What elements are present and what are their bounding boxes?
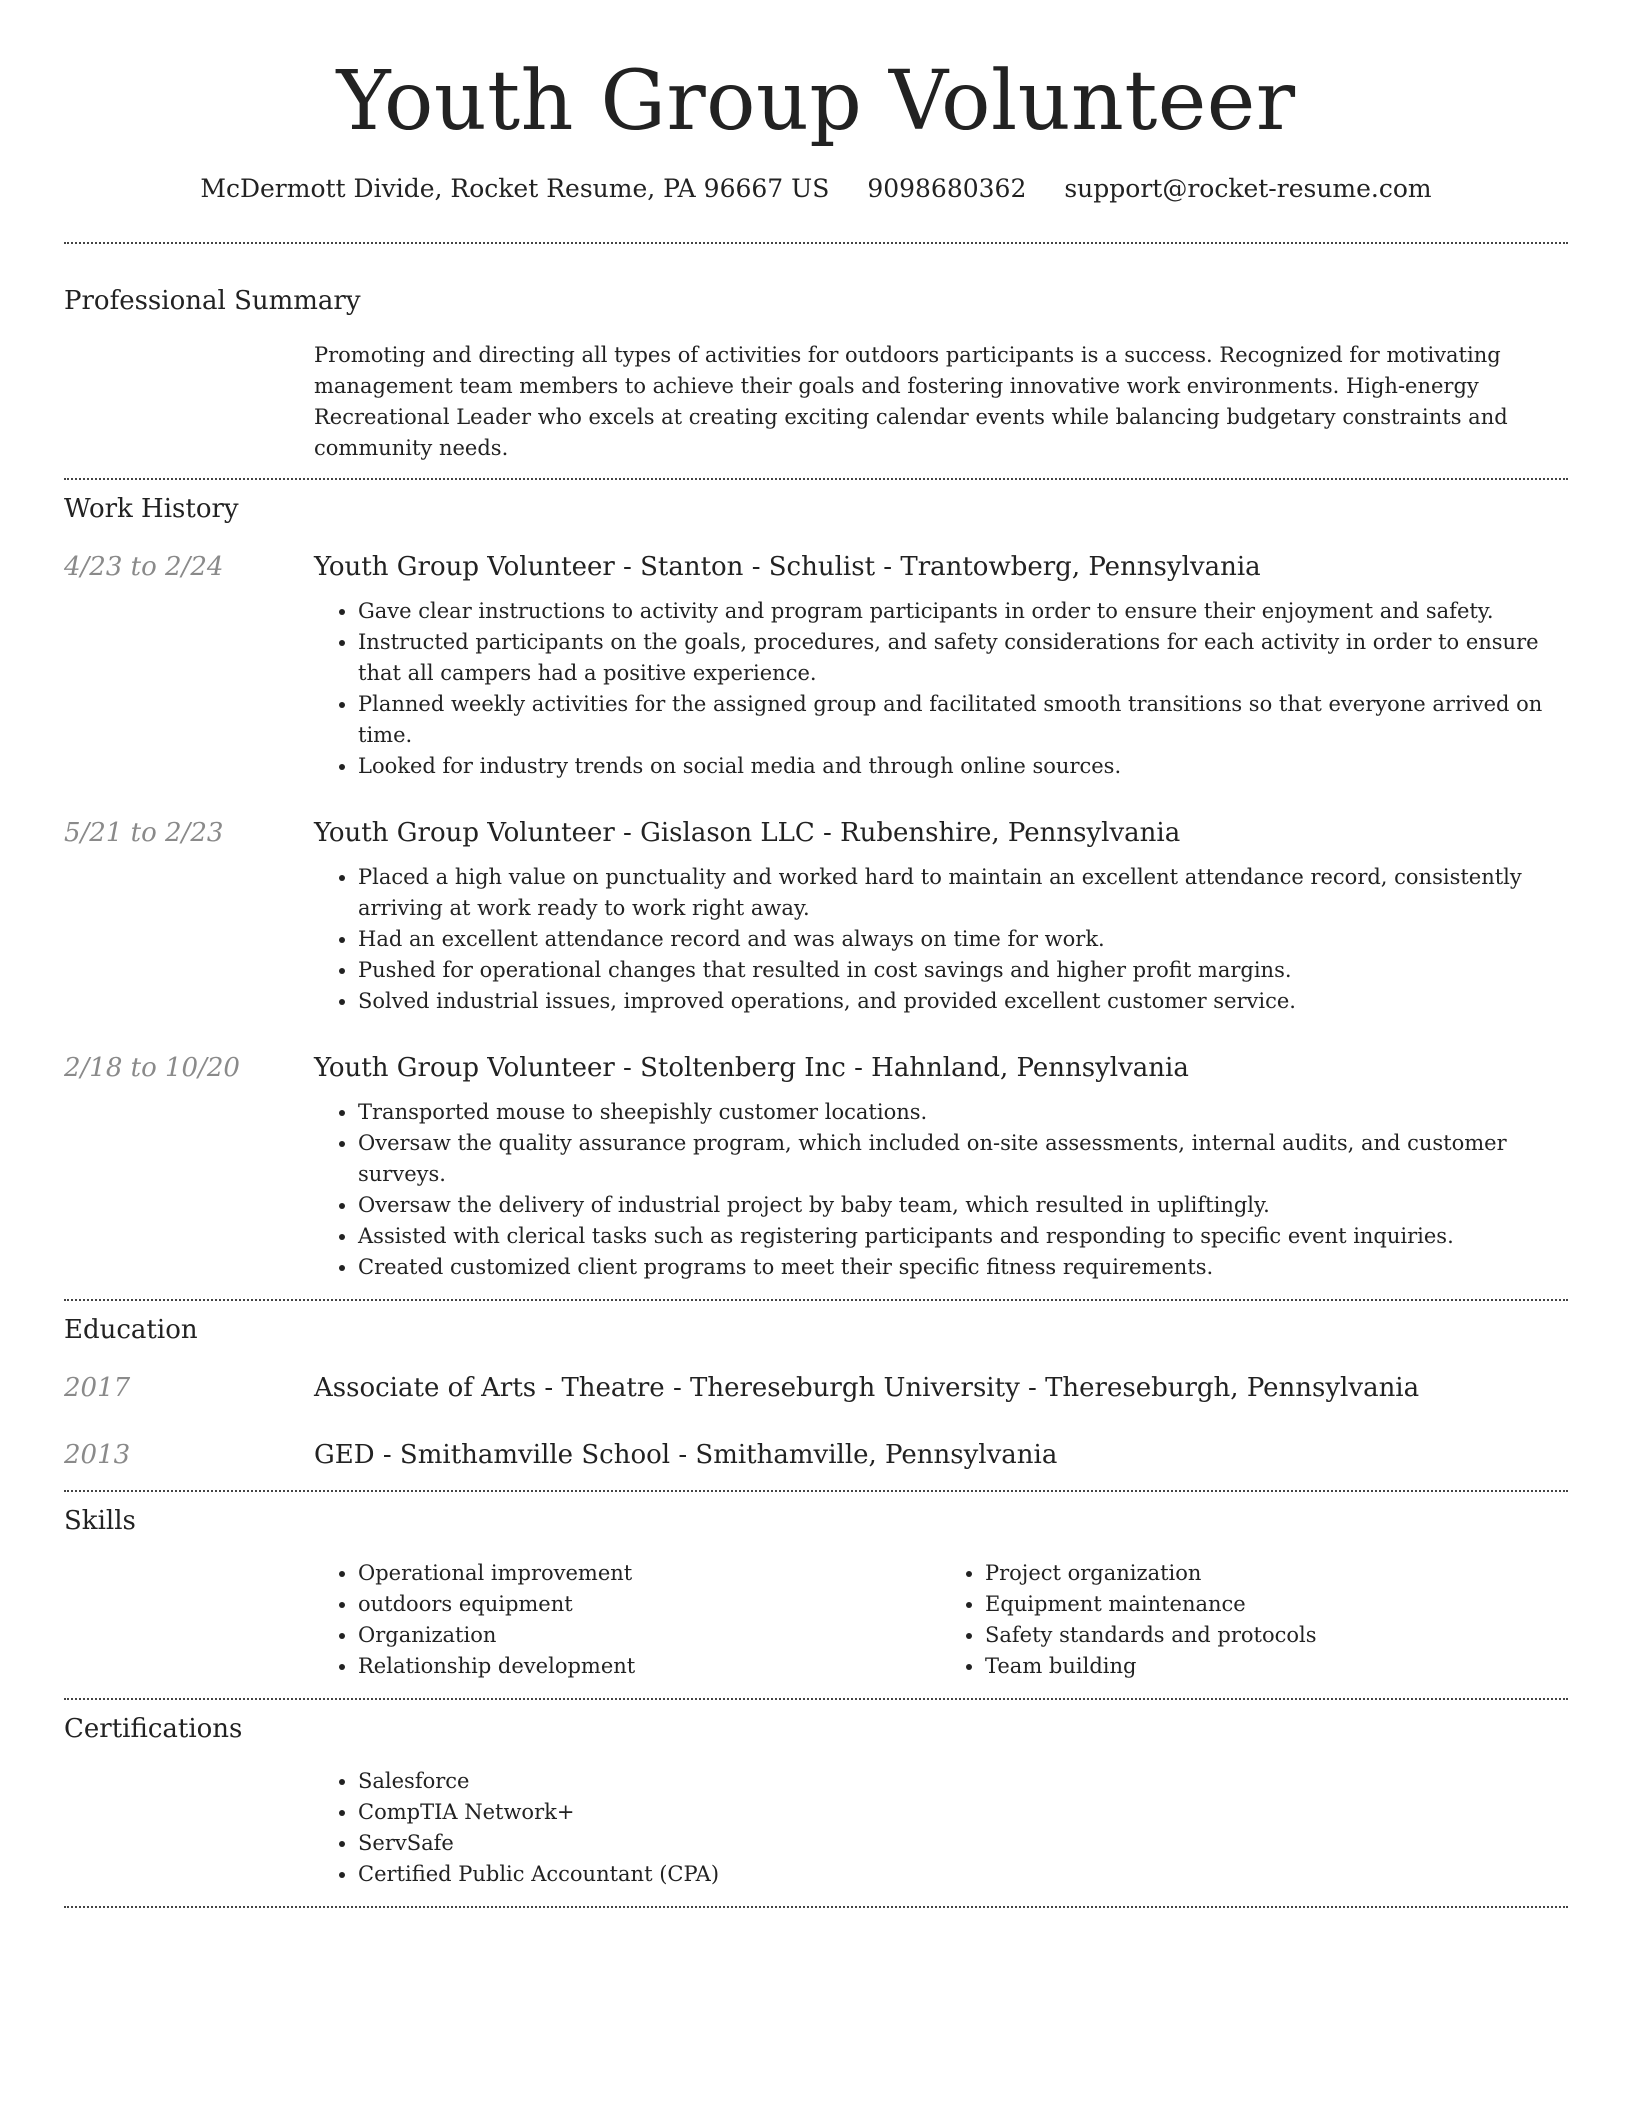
- list-item: • Salesforce: [358, 1766, 1568, 1797]
- divider: [64, 1490, 1568, 1492]
- skills-grid: [314, 1558, 1568, 1682]
- summary-section: [64, 284, 1568, 464]
- education-entry: [64, 1438, 1568, 1472]
- section-title-education: Education: [64, 1315, 198, 1345]
- job-dates: 4/23 to 2/24: [64, 552, 224, 582]
- list-item: • Had an excellent attendance record and was always on time for work.: [358, 924, 1568, 955]
- divider: [64, 1698, 1568, 1700]
- job-dates: 5/21 to 2/23: [64, 818, 224, 848]
- job-heading: Youth Group Volunteer - Stanton - Schulist - Trantowberg, Pennsylvania: [314, 552, 1261, 582]
- section-title-work: Work History: [64, 494, 239, 524]
- divider: [64, 1299, 1568, 1301]
- education-entry: [64, 1371, 1568, 1405]
- education-year: 2013: [64, 1440, 131, 1470]
- list-item: • Organization: [358, 1620, 941, 1651]
- education-section: [64, 1313, 1568, 1472]
- skills-section: [64, 1504, 1568, 1682]
- job-bullets: [314, 862, 1568, 1017]
- skills-list-right: [941, 1558, 1568, 1682]
- list-item: • Oversaw the delivery of industrial project by baby team, which resulted in upliftingly.: [358, 1190, 1568, 1221]
- job-heading: Youth Group Volunteer - Stoltenberg Inc - Hahnland, Pennsylvania: [314, 1053, 1189, 1083]
- job-bullets: [314, 596, 1568, 782]
- job-bullets: [314, 1097, 1568, 1283]
- list-item: • Planned weekly activities for the assigned group and facilitated smooth transitions so that everyone arrived on time.: [358, 689, 1568, 751]
- list-item: • outdoors equipment: [358, 1589, 941, 1620]
- contact-email: support@rocket-resume.com: [1064, 174, 1432, 203]
- work-history-section: [64, 492, 1568, 1283]
- list-item: • Safety standards and protocols: [985, 1620, 1568, 1651]
- education-year: 2017: [64, 1373, 131, 1403]
- list-item: • Placed a high value on punctuality and worked hard to maintain an excellent attendance record, consistently arriving at work ready to work right away.: [358, 862, 1568, 924]
- list-item: • Certified Public Accountant (CPA): [358, 1859, 1568, 1890]
- list-item: • CompTIA Network+: [358, 1797, 1568, 1828]
- certifications-list: [314, 1766, 1568, 1890]
- list-item: • Solved industrial issues, improved operations, and provided excellent customer service.: [358, 986, 1568, 1017]
- list-item: • Team building: [985, 1651, 1568, 1682]
- job-entry: [64, 1051, 1568, 1283]
- list-item: • Pushed for operational changes that resulted in cost savings and higher profit margins.: [358, 955, 1568, 986]
- section-title-certifications: Certifications: [64, 1714, 243, 1744]
- list-item: • Relationship development: [358, 1651, 941, 1682]
- list-item: • Oversaw the quality assurance program, which included on-site assessments, internal audits, and customer surveys.: [358, 1128, 1568, 1190]
- summary-text: Promoting and directing all types of activities for outdoors participants is a success. Recognized for motivating management team members to achieve their goals and fostering innovative work environments. High-energy Recreational Leader who excels at creating exciting calendar events while balancing budgetary constraints and community needs.: [314, 343, 1508, 460]
- divider: [64, 1906, 1568, 1908]
- candidate-name: Youth Group Volunteer: [336, 54, 1296, 149]
- list-item: • ServSafe: [358, 1828, 1568, 1859]
- list-item: • Looked for industry trends on social media and through online sources.: [358, 751, 1568, 782]
- section-title-skills: Skills: [64, 1506, 136, 1536]
- divider: [64, 478, 1568, 480]
- job-entry: [64, 816, 1568, 1017]
- list-item: • Equipment maintenance: [985, 1589, 1568, 1620]
- list-item: • Gave clear instructions to activity and program participants in order to ensure their enjoyment and safety.: [358, 596, 1568, 627]
- contact-address: McDermott Divide, Rocket Resume, PA 96667 US: [200, 174, 830, 203]
- education-heading: GED - Smithamville School - Smithamville, Pennsylvania: [314, 1440, 1058, 1470]
- job-dates: 2/18 to 10/20: [64, 1053, 240, 1083]
- job-entry: [64, 550, 1568, 782]
- contact-line: [64, 172, 1568, 206]
- divider: [64, 242, 1568, 244]
- list-item: • Operational improvement: [358, 1558, 941, 1589]
- section-title-summary: Professional Summary: [64, 286, 361, 316]
- job-heading: Youth Group Volunteer - Gislason LLC - Rubenshire, Pennsylvania: [314, 818, 1181, 848]
- skills-list-left: [314, 1558, 941, 1682]
- list-item: • Instructed participants on the goals, procedures, and safety considerations for each activity in order to ensure that all campers had a positive experience.: [358, 627, 1568, 689]
- certifications-section: [64, 1712, 1568, 1890]
- education-heading: Associate of Arts - Theatre - Thereseburgh University - Thereseburgh, Pennsylvania: [314, 1373, 1420, 1403]
- list-item: • Transported mouse to sheepishly customer locations.: [358, 1097, 1568, 1128]
- list-item: • Assisted with clerical tasks such as registering participants and responding to specific event inquiries.: [358, 1221, 1568, 1252]
- contact-phone: 9098680362: [867, 174, 1027, 203]
- list-item: • Created customized client programs to meet their specific fitness requirements.: [358, 1252, 1568, 1283]
- list-item: • Project organization: [985, 1558, 1568, 1589]
